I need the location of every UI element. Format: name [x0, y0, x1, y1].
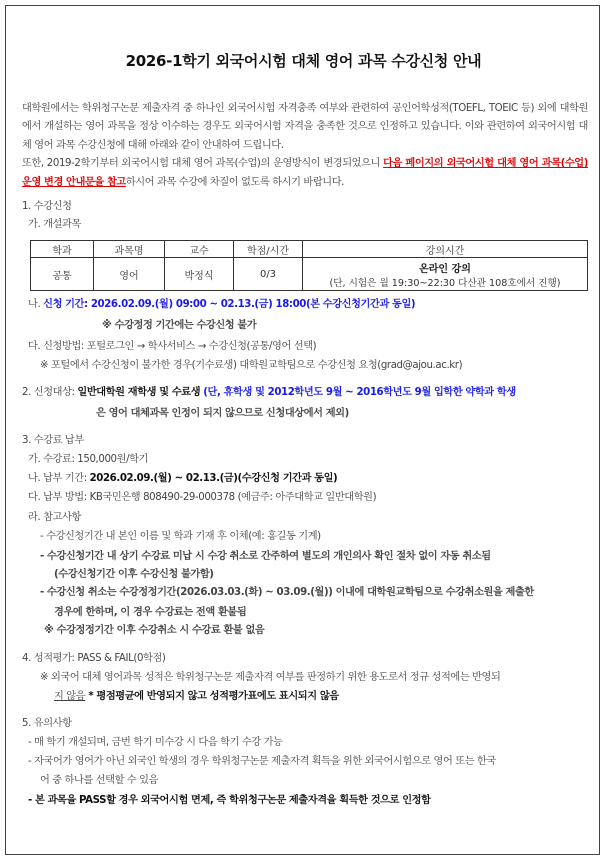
payment-method: 다. 납부 방법: KB국민은행 808490-29-000378 (예금주: 아주대학교 일반대학원)	[28, 492, 377, 503]
reference-item-1: - 수강신청기간 내 본인 이름 및 학과 기재 후 이체(예: 홍길동 기계)	[40, 531, 321, 542]
intro-text	[22, 100, 588, 192]
table-header-cell: 과목명	[94, 241, 165, 258]
caution-item-1: - 매 학기 개설되며, 금번 학기 미수강 시 다음 학기 수강 가능	[28, 737, 283, 748]
table-row	[31, 258, 588, 291]
payment-period-value: 2026.02.09.(월) ~ 02.13.(금)(수강신청 기간과 동일)	[89, 473, 338, 484]
notice-page	[5, 5, 600, 855]
online-lecture-label: 온라인 강의	[419, 263, 471, 275]
table-cell-credits: 0/3	[234, 258, 303, 291]
section-2-target: 2. 신청대상: 일반대학원 재학생 및 수료생 (단, 휴학생 및 2012학년도 9월 ~ 2016학년도 9월 입학한 약학과 학생	[22, 387, 516, 398]
section-3-heading: 3. 수강료 납부	[22, 435, 84, 446]
course-list-label: 가. 개설과목	[28, 219, 81, 230]
page-title: 2026-1학기 외국어시험 대체 영어 과목 수강신청 안내	[125, 52, 482, 70]
section-1-heading: 1. 수강신청	[22, 201, 72, 212]
table-header-row	[31, 241, 588, 258]
caution-item-3: - 본 과목을 PASS할 경우 외국어시험 면제, 즉 학위청구논문 제출자격을 획득한 것으로 인정함	[28, 795, 431, 806]
reference-item-2: - 수강신청기간 내 상기 수강료 미납 시 수강 취소로 간주하여 별도의 개인의사 확인 절차 없이 자동 취소됨	[40, 551, 491, 562]
correction-period-note: ※ 수강정정 기간에는 수강신청 불가	[102, 320, 257, 331]
change-notice-link: 다음 페이지의 외국어시험 대체 영어 과목(수업) 운영 변경 안내문을 참고	[22, 158, 588, 188]
target-students: 일반대학원 재학생 및 수료생	[77, 387, 201, 398]
application-period-value: 신청 기간: 2026.02.09.(월) 09:00 ~ 02.13.(금) 18:00(본 수강신청기간과 동일)	[43, 299, 416, 310]
caution-item-2-cont: 어 중 하나를 선택할 수 있음	[40, 775, 159, 786]
portal-unavailable-note: ※ 포털에서 수강신청이 불가한 경우(기수료생) 대학원교학팀으로 수강신청 요청(grad@ajou.ac.kr)	[40, 360, 463, 371]
intro-paragraph-1: 대학원에서는 학위청구논문 제출자격 중 하나인 외국어시험 자격충족 여부와 관련하여 공인어학성적(TOEFL, TOEIC 등) 외에 대학원에서 개설하는 영어 과목을 정상 이수하는 경우도 외국어시험 자격을 충족한 것으로 인정하고 있습니다. 이와 관련하여 외국어시험 대체 영어 과목 수강신청에 대해 아래와 같이 안내하여 드립니다.	[22, 103, 588, 151]
reference-item-3: - 수강신청 취소는 수강정정기간(2026.03.03.(화) ~ 03.09.(월)) 이내에 대학원교학팀으로 수강취소원을 제출한	[40, 587, 534, 598]
grading-note-cont: 지 않음 * 평점평균에 반영되지 않고 성적평가표에도 표시되지 않음	[54, 691, 339, 702]
intro-paragraph-2: 또한, 2019-2학기부터 외국어시험 대체 영어 과목(수업)의 운영방식이 변경되었으니	[22, 158, 384, 170]
reference-heading: 라. 참고사항	[28, 512, 81, 523]
table-cell-professor: 박정식	[165, 258, 234, 291]
intro-paragraph-2-end: 하시어 과목 수강에 차질이 없도록 하시기 바랍니다.	[125, 176, 344, 188]
table-header-cell: 학점/시간	[234, 241, 303, 258]
table-cell-time	[303, 258, 588, 291]
application-period: 나. 신청 기간: 2026.02.09.(월) 09:00 ~ 02.13.(금) 18:00(본 수강신청기간과 동일)	[28, 299, 416, 310]
exclusion-note-cont: 은 영어 대체과목 인정이 되지 않으므로 신청대상에서 제외)	[96, 408, 349, 419]
section-4-grading: 4. 성적평가: PASS & FAIL(0학점)	[22, 653, 166, 664]
payment-period: 나. 납부 기간: 2026.02.09.(월) ~ 02.13.(금)(수강신청 기간과 동일)	[28, 473, 338, 484]
table-cell-course: 영어	[94, 258, 165, 291]
tuition-amount: 가. 수강료: 150,000원/학기	[28, 454, 148, 465]
application-method: 다. 신청방법: 포털로그인 → 학사서비스 → 수강신청(공통/영어 선택)	[28, 341, 317, 352]
table-header-cell: 강의시간	[303, 241, 588, 258]
table-header-cell: 교수	[165, 241, 234, 258]
no-refund-note: ※ 수강정정기간 이후 수강취소 시 수강료 환불 없음	[44, 625, 265, 636]
grading-note: ※ 외국어 대체 영어과목 성적은 학위청구논문 제출자격 여부를 판정하기 위한 용도로서 정규 성적에는 반영되	[40, 672, 501, 683]
exam-schedule-note: (단, 시험은 월 19:30~22:30 다산관 108호에서 진행)	[329, 277, 561, 289]
table-cell-dept: 공통	[31, 258, 94, 291]
caution-item-2: - 자국어가 영어가 아닌 외국인 학생의 경우 학위청구논문 제출자격 획득을 위한 외국어시험으로 영어 또는 한국	[28, 756, 496, 767]
exclusion-note: (단, 휴학생 및 2012학년도 9월 ~ 2016학년도 9월 입학한 약학과 학생	[200, 387, 516, 398]
gpa-exclusion-note: * 평점평균에 반영되지 않고 성적평가표에도 표시되지 않음	[85, 691, 339, 702]
section-5-heading: 5. 유의사항	[22, 718, 72, 729]
reference-item-2-cont: (수강신청기간 이후 수강신청 불가함)	[54, 569, 214, 580]
reference-item-3-cont: 경우에 한하며, 이 경우 수강료는 전액 환불됨	[54, 607, 247, 618]
course-table	[30, 240, 588, 291]
table-header-cell: 학과	[31, 241, 94, 258]
